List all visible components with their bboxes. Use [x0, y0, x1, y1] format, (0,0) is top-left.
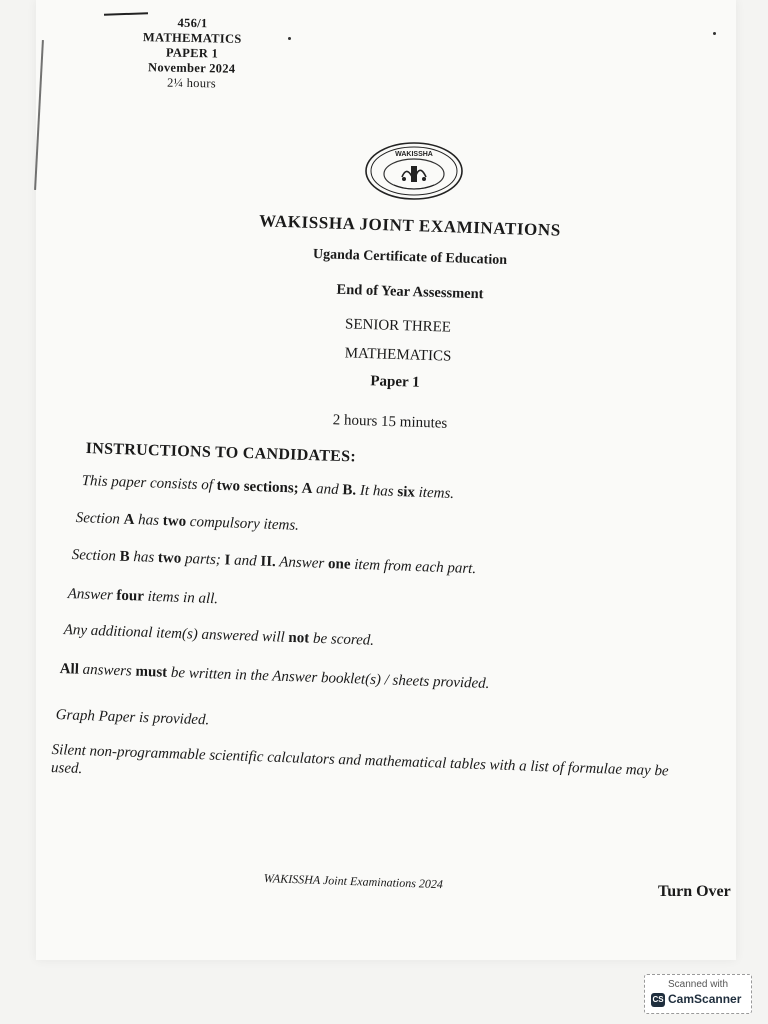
- assessment-title: End of Year Assessment: [336, 281, 484, 303]
- instruction-emphasis: two: [157, 550, 182, 567]
- paper-reference-block: [127, 15, 256, 92]
- instruction-text: has: [134, 512, 164, 530]
- instruction-emphasis: two sections;: [216, 477, 302, 497]
- camscanner-brand: CamScanner: [668, 992, 742, 1006]
- instruction-text: item from each part.: [350, 556, 477, 578]
- instruction-text: items.: [414, 484, 455, 502]
- instruction-emphasis: six: [397, 484, 416, 501]
- wakissha-logo-seal: [364, 141, 464, 201]
- certificate-title: Uganda Certificate of Education: [312, 246, 508, 269]
- instruction-text: items in all.: [143, 588, 219, 608]
- instruction-text: Answer: [275, 554, 329, 572]
- logo-lettering: WAKISSHA: [395, 151, 433, 158]
- instruction-text: answers: [78, 661, 136, 680]
- instruction-text: It has: [355, 482, 398, 501]
- class-title: SENIOR THREE: [344, 316, 452, 336]
- instruction-emphasis: II.: [260, 553, 277, 571]
- paper-subject: MATHEMATICS: [142, 30, 242, 46]
- camscanner-watermark: [644, 974, 752, 1014]
- turn-over-text: Turn Over: [658, 883, 731, 900]
- instruction-text: be scored.: [308, 630, 375, 649]
- instruction-text: This paper consists of: [81, 473, 217, 494]
- instruction-emphasis: A: [123, 511, 135, 529]
- instruction-text: and: [312, 481, 343, 499]
- instruction-emphasis: A: [301, 480, 313, 498]
- instruction-text: Section: [71, 547, 120, 565]
- instruction-text: Answer: [67, 586, 117, 604]
- instruction-text: and: [230, 552, 261, 570]
- instruction-emphasis: two: [162, 513, 187, 530]
- paper-date: November 2024: [147, 60, 236, 76]
- instructions-heading: INSTRUCTIONS TO CANDIDATES:: [85, 440, 357, 466]
- instruction-emphasis: one: [327, 555, 351, 573]
- paper-title: Paper 1: [370, 373, 420, 391]
- instruction-emphasis: must: [135, 663, 168, 681]
- paper-code: 456/1: [177, 15, 208, 31]
- footer-text: WAKISSHA Joint Examinations 2024: [263, 871, 444, 892]
- scan-speck: [713, 32, 716, 35]
- instruction-text: parts;: [180, 550, 225, 569]
- scanned-with-label: Scanned with: [667, 979, 729, 990]
- instruction-text: compulsory items.: [185, 513, 300, 534]
- instruction-emphasis: B: [119, 548, 130, 566]
- instruction-emphasis: I: [224, 552, 231, 569]
- instruction-text: Any additional item(s) answered will: [63, 622, 289, 646]
- paper-number: PAPER 1: [165, 45, 219, 61]
- instruction-text: be written in the Answer booklet(s) / sheets provided.: [166, 664, 490, 692]
- instruction-emphasis: B.: [342, 482, 357, 499]
- instruction-text: has: [129, 549, 159, 567]
- instruction-text: Section: [75, 510, 124, 528]
- instruction-emphasis: not: [288, 629, 310, 647]
- instruction-emphasis: four: [116, 587, 145, 605]
- instruction-text: Graph Paper is provided.: [55, 707, 210, 729]
- time-allowed: 2 hours 15 minutes: [332, 412, 448, 432]
- camscanner-logo-icon: CS: [651, 993, 665, 1007]
- subject-title: MATHEMATICS: [344, 345, 452, 365]
- instruction-text: Silent non-programmable scientific calculators and mathematical tables with a list of formulae may be used.: [50, 741, 669, 780]
- scan-speck: [288, 37, 291, 40]
- instruction-emphasis: All: [59, 661, 80, 678]
- exam-body-title: WAKISSHA JOINT EXAMINATIONS: [258, 211, 562, 240]
- paper-duration: 2¼ hours: [166, 75, 217, 91]
